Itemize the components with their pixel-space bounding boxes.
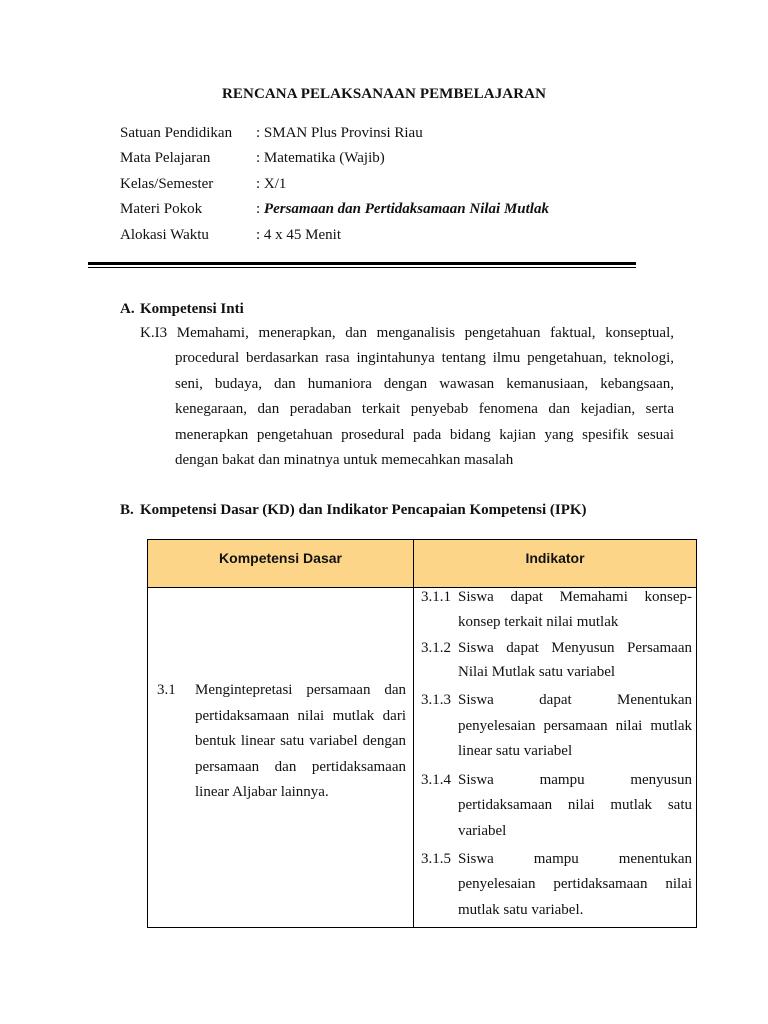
identity-label: Alokasi Waktu	[120, 227, 209, 243]
kd-line: linear Aljabar lainnya.	[195, 784, 329, 800]
identity-label: Mata Pelajaran	[120, 150, 211, 166]
indicator-line: penyelesaian persamaan nilai mutlak	[458, 718, 692, 734]
table-header-indicator: Indikator	[525, 550, 585, 566]
indicator-line: Siswa dapat Menyusun Persamaan	[458, 640, 692, 656]
section-title: Kompetensi Dasar (KD) dan Indikator Pencapaian Kompetensi (IPK)	[140, 502, 587, 518]
indicator-line: Siswa dapat Menentukan	[458, 692, 692, 708]
ki-line: procedural berdasarkan rasa ingintahunya tentang ilmu pengetahuan, teknologi,	[175, 350, 674, 366]
indicator-line: konsep terkait nilai mutlak	[458, 614, 619, 630]
indicator-line: mutlak satu variabel.	[458, 902, 584, 918]
identity-label: Kelas/Semester	[120, 176, 214, 192]
ki-line: dengan bakat dan minatnya untuk memecahkan masalah	[175, 452, 514, 468]
identity-label: Satuan Pendidikan	[120, 125, 233, 141]
indicator-line: variabel	[458, 823, 507, 839]
indicator-line: pertidaksamaan nilai mutlak satu	[458, 797, 692, 813]
identity-value	[256, 199, 549, 219]
indicator-number: 3.1.4	[421, 772, 451, 788]
identity-value: : Matematika (Wajib)	[256, 150, 385, 166]
document-title: RENCANA PELAKSANAAN PEMBELAJARAN	[221, 86, 547, 102]
identity-value: : 4 x 45 Menit	[256, 227, 341, 243]
indicator-line: linear satu variabel	[458, 743, 573, 759]
ki-line: seni, budaya, dan humaniora dengan wawasan kemanusiaan, kebangsaan,	[175, 376, 674, 392]
topic-title: Persamaan dan Pertidaksamaan Nilai Mutlak	[263, 201, 549, 217]
kd-line: bentuk linear satu variabel dengan	[195, 733, 406, 749]
indicator-line: Siswa mampu menyusun	[458, 772, 692, 788]
indicator-line: penyelesaian pertidaksamaan nilai	[458, 876, 692, 892]
section-b-heading	[120, 502, 587, 519]
ki-line: menerapkan pengetahuan prosedural pada bidang kajian yang spesifik sesuai	[175, 427, 674, 443]
section-a-heading	[120, 301, 244, 318]
identity-label: Materi Pokok	[120, 201, 203, 217]
indicator-number: 3.1.1	[421, 589, 451, 605]
table-column-divider	[413, 540, 414, 927]
indicator-line: Siswa dapat Memahami konsep-	[458, 589, 692, 605]
kd-line: Mengintepretasi persamaan dan	[195, 682, 406, 698]
indicator-number: 3.1.2	[421, 640, 451, 656]
identity-value: : X/1	[256, 176, 287, 192]
table-header-kd: Kompetensi Dasar	[219, 550, 342, 566]
section-letter: B.	[120, 502, 134, 518]
kd-line: persamaan dan pertidaksamaan	[195, 759, 406, 775]
identity-value: : SMAN Plus Provinsi Riau	[256, 125, 423, 141]
section-letter: A.	[120, 301, 135, 317]
ki-line: K.I3 Memahami, menerapkan, dan menganalisis pengetahuan faktual, konseptual,	[140, 325, 674, 341]
indicator-line: Nilai Mutlak satu variabel	[458, 664, 616, 680]
divider-thick	[88, 262, 636, 265]
indicator-number: 3.1.5	[421, 851, 451, 867]
indicator-number: 3.1.3	[421, 692, 451, 708]
ki-line: kenegaraan, dan peradaban terkait penyebab fenomena dan kejadian, serta	[175, 401, 674, 417]
identity-value-prefix: :	[256, 201, 264, 217]
kd-number: 3.1	[157, 682, 176, 698]
indicator-line: Siswa mampu menentukan	[458, 851, 692, 867]
section-title: Kompetensi Inti	[140, 301, 244, 317]
divider-thin	[88, 267, 636, 268]
kd-line: pertidaksamaan nilai mutlak dari	[195, 708, 406, 724]
